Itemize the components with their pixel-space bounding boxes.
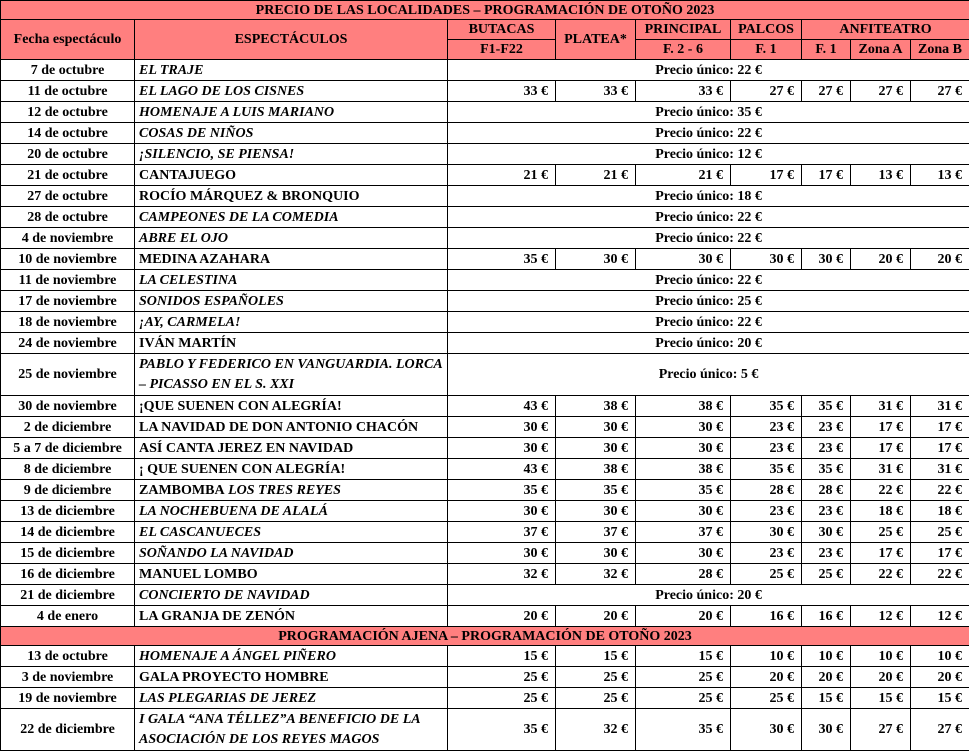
price-anf-zona-b: 27 €: [911, 81, 969, 102]
table-row: [1, 354, 969, 396]
show-title: LA NAVIDAD DE DON ANTONIO CHACÓN: [135, 417, 448, 438]
price-palcos: 17 €: [731, 165, 802, 186]
price-anf-zona-a: 20 €: [851, 667, 911, 688]
price-platea: 32 €: [556, 709, 636, 751]
header-principal: PRINCIPAL: [636, 20, 731, 40]
price-anf-zona-b: 31 €: [911, 396, 969, 417]
price-principal: 25 €: [636, 667, 731, 688]
price-platea: 15 €: [556, 646, 636, 667]
table-row: [1, 102, 969, 123]
table-row: [1, 438, 969, 459]
table-row: [1, 543, 969, 564]
table-row: [1, 606, 969, 627]
price-anf-zona-b: 15 €: [911, 688, 969, 709]
price-platea: 21 €: [556, 165, 636, 186]
unique-price: Precio único: 20 €: [448, 333, 969, 354]
show-date: 24 de noviembre: [1, 333, 135, 354]
price-anf-zona-a: 20 €: [851, 249, 911, 270]
price-principal: 35 €: [636, 709, 731, 751]
price-anf-f1: 35 €: [802, 396, 851, 417]
price-anf-f1: 23 €: [802, 501, 851, 522]
price-anf-f1: 23 €: [802, 438, 851, 459]
table-row: [1, 333, 969, 354]
header-palcos-sub: F. 1: [731, 40, 802, 60]
unique-price: Precio único: 35 €: [448, 102, 969, 123]
price-principal: 30 €: [636, 249, 731, 270]
price-anf-zona-b: 12 €: [911, 606, 969, 627]
price-anf-zona-a: 22 €: [851, 564, 911, 585]
price-anf-zona-b: 31 €: [911, 459, 969, 480]
unique-price: Precio único: 18 €: [448, 186, 969, 207]
price-palcos: 30 €: [731, 709, 802, 751]
show-date: 10 de noviembre: [1, 249, 135, 270]
show-title: CAMPEONES DE LA COMEDIA: [135, 207, 448, 228]
show-date: 14 de octubre: [1, 123, 135, 144]
table-row: [1, 165, 969, 186]
price-anf-zona-a: 31 €: [851, 396, 911, 417]
price-anf-f1: 27 €: [802, 81, 851, 102]
show-title: MEDINA AZAHARA: [135, 249, 448, 270]
price-anf-f1: 30 €: [802, 249, 851, 270]
price-anf-f1: 23 €: [802, 417, 851, 438]
price-principal: 38 €: [636, 396, 731, 417]
unique-price: Precio único: 22 €: [448, 60, 969, 81]
show-date: 4 de noviembre: [1, 228, 135, 249]
price-anf-f1: 23 €: [802, 543, 851, 564]
show-title: HOMENAJE A LUIS MARIANO: [135, 102, 448, 123]
price-anf-zona-a: 25 €: [851, 522, 911, 543]
price-platea: 32 €: [556, 564, 636, 585]
show-title: MANUEL LOMBO: [135, 564, 448, 585]
price-palcos: 20 €: [731, 667, 802, 688]
price-anf-f1: 10 €: [802, 646, 851, 667]
table-row: [1, 270, 969, 291]
show-date: 2 de diciembre: [1, 417, 135, 438]
show-title: GALA PROYECTO HOMBRE: [135, 667, 448, 688]
show-date: 21 de diciembre: [1, 585, 135, 606]
price-anf-f1: 17 €: [802, 165, 851, 186]
table-row: [1, 207, 969, 228]
price-anf-zona-a: 17 €: [851, 438, 911, 459]
header-butacas: BUTACAS: [448, 20, 556, 40]
table-row: [1, 144, 969, 165]
show-date: 15 de diciembre: [1, 543, 135, 564]
price-anf-zona-a: 17 €: [851, 543, 911, 564]
unique-price: Precio único: 22 €: [448, 207, 969, 228]
show-date: 19 de noviembre: [1, 688, 135, 709]
table-row: [1, 123, 969, 144]
price-anf-zona-b: 22 €: [911, 564, 969, 585]
price-platea: 30 €: [556, 501, 636, 522]
show-date: 11 de noviembre: [1, 270, 135, 291]
price-butacas: 37 €: [448, 522, 556, 543]
header-anf-zona-b: Zona B: [911, 40, 969, 60]
price-principal: 30 €: [636, 438, 731, 459]
price-principal: 30 €: [636, 501, 731, 522]
show-date: 13 de octubre: [1, 646, 135, 667]
price-anf-zona-a: 17 €: [851, 417, 911, 438]
price-anf-zona-b: 18 €: [911, 501, 969, 522]
table-row: [1, 417, 969, 438]
price-palcos: 25 €: [731, 564, 802, 585]
table-row: [1, 81, 969, 102]
price-anf-zona-a: 12 €: [851, 606, 911, 627]
show-title: IVÁN MARTÍN: [135, 333, 448, 354]
show-date: 25 de noviembre: [1, 354, 135, 396]
price-platea: 30 €: [556, 249, 636, 270]
price-principal: 25 €: [636, 688, 731, 709]
unique-price: Precio único: 5 €: [448, 354, 969, 396]
show-date: 4 de enero: [1, 606, 135, 627]
table-row: [1, 249, 969, 270]
unique-price: Precio único: 12 €: [448, 144, 969, 165]
price-butacas: 20 €: [448, 606, 556, 627]
unique-price: Precio único: 25 €: [448, 291, 969, 312]
show-title: SONIDOS ESPAÑOLES: [135, 291, 448, 312]
price-anf-zona-b: 10 €: [911, 646, 969, 667]
price-principal: 20 €: [636, 606, 731, 627]
show-title: ASÍ CANTA JEREZ EN NAVIDAD: [135, 438, 448, 459]
show-title: COSAS DE NIÑOS: [135, 123, 448, 144]
price-butacas: 30 €: [448, 543, 556, 564]
price-palcos: 23 €: [731, 417, 802, 438]
price-anf-f1: 35 €: [802, 459, 851, 480]
price-palcos: 28 €: [731, 480, 802, 501]
price-palcos: 30 €: [731, 522, 802, 543]
show-date: 11 de octubre: [1, 81, 135, 102]
price-anf-zona-a: 18 €: [851, 501, 911, 522]
price-palcos: 35 €: [731, 459, 802, 480]
show-title: ROCÍO MÁRQUEZ & BRONQUIO: [135, 186, 448, 207]
price-platea: 20 €: [556, 606, 636, 627]
price-palcos: 16 €: [731, 606, 802, 627]
table-row: [1, 667, 969, 688]
price-platea: 30 €: [556, 438, 636, 459]
price-anf-zona-a: 10 €: [851, 646, 911, 667]
price-anf-f1: 16 €: [802, 606, 851, 627]
price-palcos: 35 €: [731, 396, 802, 417]
price-palcos: 23 €: [731, 501, 802, 522]
price-platea: 25 €: [556, 667, 636, 688]
table-row: [1, 480, 969, 501]
price-principal: 15 €: [636, 646, 731, 667]
price-anf-zona-a: 13 €: [851, 165, 911, 186]
price-principal: 35 €: [636, 480, 731, 501]
show-title: LA CELESTINA: [135, 270, 448, 291]
show-title: ¡SILENCIO, SE PIENSA!: [135, 144, 448, 165]
show-title: LA GRANJA DE ZENÓN: [135, 606, 448, 627]
show-title: LAS PLEGARIAS DE JEREZ: [135, 688, 448, 709]
table-row: [1, 291, 969, 312]
price-anf-zona-a: 27 €: [851, 81, 911, 102]
price-anf-f1: 15 €: [802, 688, 851, 709]
price-principal: 30 €: [636, 543, 731, 564]
price-anf-zona-b: 22 €: [911, 480, 969, 501]
price-platea: 38 €: [556, 396, 636, 417]
price-anf-f1: 20 €: [802, 667, 851, 688]
show-title: SOÑANDO LA NAVIDAD: [135, 543, 448, 564]
show-title: PABLO Y FEDERICO EN VANGUARDIA. LORCA – PICASSO EN EL S. XXI: [135, 354, 448, 396]
table-row: [1, 522, 969, 543]
show-title: LA NOCHEBUENA DE ALALÁ: [135, 501, 448, 522]
price-anf-zona-b: 25 €: [911, 522, 969, 543]
price-principal: 28 €: [636, 564, 731, 585]
price-anf-zona-a: 22 €: [851, 480, 911, 501]
price-anf-zona-a: 15 €: [851, 688, 911, 709]
show-date: 3 de noviembre: [1, 667, 135, 688]
price-anf-zona-b: 20 €: [911, 249, 969, 270]
header-butacas-sub: F1-F22: [448, 40, 556, 60]
table-row: [1, 459, 969, 480]
show-title: EL TRAJE: [135, 60, 448, 81]
show-date: 30 de noviembre: [1, 396, 135, 417]
price-principal: 37 €: [636, 522, 731, 543]
show-title: CONCIERTO DE NAVIDAD: [135, 585, 448, 606]
price-anf-zona-b: 27 €: [911, 709, 969, 751]
own-section-title: PRECIO DE LAS LOCALIDADES – PROGRAMACIÓN DE OTOÑO 2023: [1, 1, 969, 20]
price-butacas: 15 €: [448, 646, 556, 667]
price-principal: 38 €: [636, 459, 731, 480]
price-principal: 30 €: [636, 417, 731, 438]
header-anf-zona-a: Zona A: [851, 40, 911, 60]
unique-price: Precio único: 22 €: [448, 270, 969, 291]
price-platea: 25 €: [556, 688, 636, 709]
price-anf-f1: 30 €: [802, 522, 851, 543]
price-butacas: 30 €: [448, 417, 556, 438]
price-palcos: 27 €: [731, 81, 802, 102]
show-title: ¡QUE SUENEN CON ALEGRÍA!: [135, 396, 448, 417]
table-row: [1, 501, 969, 522]
price-principal: 33 €: [636, 81, 731, 102]
price-palcos: 23 €: [731, 438, 802, 459]
show-title: ¡ QUE SUENEN CON ALEGRÍA!: [135, 459, 448, 480]
price-palcos: 30 €: [731, 249, 802, 270]
show-title: CANTAJUEGO: [135, 165, 448, 186]
table-row: [1, 186, 969, 207]
show-date: 17 de noviembre: [1, 291, 135, 312]
price-anf-zona-a: 27 €: [851, 709, 911, 751]
price-anf-zona-b: 17 €: [911, 417, 969, 438]
header-principal-sub: F. 2 - 6: [636, 40, 731, 60]
price-butacas: 32 €: [448, 564, 556, 585]
price-principal: 21 €: [636, 165, 731, 186]
price-anf-f1: 28 €: [802, 480, 851, 501]
price-palcos: 25 €: [731, 688, 802, 709]
price-platea: 30 €: [556, 543, 636, 564]
table-row: [1, 228, 969, 249]
show-date: 16 de diciembre: [1, 564, 135, 585]
table-row: [1, 312, 969, 333]
header-palcos: PALCOS: [731, 20, 802, 40]
price-butacas: 25 €: [448, 688, 556, 709]
price-palcos: 23 €: [731, 543, 802, 564]
show-title-italic: LOS TRES REYES: [225, 483, 341, 498]
show-title: EL LAGO DE LOS CISNES: [135, 81, 448, 102]
price-platea: 35 €: [556, 480, 636, 501]
external-section-title: PROGRAMACIÓN AJENA – PROGRAMACIÓN DE OTOÑO 2023: [1, 627, 969, 646]
price-platea: 33 €: [556, 81, 636, 102]
unique-price: Precio único: 20 €: [448, 585, 969, 606]
show-date: 12 de octubre: [1, 102, 135, 123]
table-row: [1, 396, 969, 417]
price-anf-zona-b: 13 €: [911, 165, 969, 186]
price-butacas: 43 €: [448, 459, 556, 480]
price-butacas: 25 €: [448, 667, 556, 688]
show-date: 13 de diciembre: [1, 501, 135, 522]
show-date: 21 de octubre: [1, 165, 135, 186]
price-butacas: 35 €: [448, 709, 556, 751]
unique-price: Precio único: 22 €: [448, 312, 969, 333]
show-date: 28 de octubre: [1, 207, 135, 228]
show-date: 14 de diciembre: [1, 522, 135, 543]
price-platea: 30 €: [556, 417, 636, 438]
price-butacas: 33 €: [448, 81, 556, 102]
price-butacas: 43 €: [448, 396, 556, 417]
table-row: [1, 60, 969, 81]
table-row: [1, 564, 969, 585]
price-butacas: 35 €: [448, 480, 556, 501]
price-anf-f1: 25 €: [802, 564, 851, 585]
price-butacas: 21 €: [448, 165, 556, 186]
show-date: 20 de octubre: [1, 144, 135, 165]
table-row: [1, 585, 969, 606]
show-date: 27 de octubre: [1, 186, 135, 207]
header-show: ESPECTÁCULOS: [135, 20, 448, 60]
price-butacas: 35 €: [448, 249, 556, 270]
show-date: 7 de octubre: [1, 60, 135, 81]
show-title: ABRE EL OJO: [135, 228, 448, 249]
price-butacas: 30 €: [448, 501, 556, 522]
price-anf-zona-b: 20 €: [911, 667, 969, 688]
price-anf-zona-b: 17 €: [911, 438, 969, 459]
price-anf-zona-b: 17 €: [911, 543, 969, 564]
show-date: 9 de diciembre: [1, 480, 135, 501]
table-row: [1, 709, 969, 751]
show-title: I GALA “ANA TÉLLEZ”A BENEFICIO DE LA ASOCIACIÓN DE LOS REYES MAGOS: [135, 709, 448, 751]
price-platea: 38 €: [556, 459, 636, 480]
unique-price: Precio único: 22 €: [448, 123, 969, 144]
price-anf-f1: 30 €: [802, 709, 851, 751]
table-row: [1, 646, 969, 667]
show-title: ¡AY, CARMELA!: [135, 312, 448, 333]
unique-price: Precio único: 22 €: [448, 228, 969, 249]
show-title-main: ZAMBOMBA: [139, 483, 225, 498]
header-platea: PLATEA*: [556, 20, 636, 60]
show-date: 8 de diciembre: [1, 459, 135, 480]
show-title: EL CASCANUECES: [135, 522, 448, 543]
header-anf-f1: F. 1: [802, 40, 851, 60]
show-date: 5 a 7 de diciembre: [1, 438, 135, 459]
price-palcos: 10 €: [731, 646, 802, 667]
price-anf-zona-a: 31 €: [851, 459, 911, 480]
show-title: [135, 480, 448, 501]
show-date: 18 de noviembre: [1, 312, 135, 333]
show-title: HOMENAJE A ÁNGEL PIÑERO: [135, 646, 448, 667]
price-platea: 37 €: [556, 522, 636, 543]
header-anfiteatro: ANFITEATRO: [802, 20, 969, 40]
show-date: 22 de diciembre: [1, 709, 135, 751]
table-row: [1, 688, 969, 709]
price-butacas: 30 €: [448, 438, 556, 459]
header-date: Fecha espectáculo: [1, 20, 135, 60]
